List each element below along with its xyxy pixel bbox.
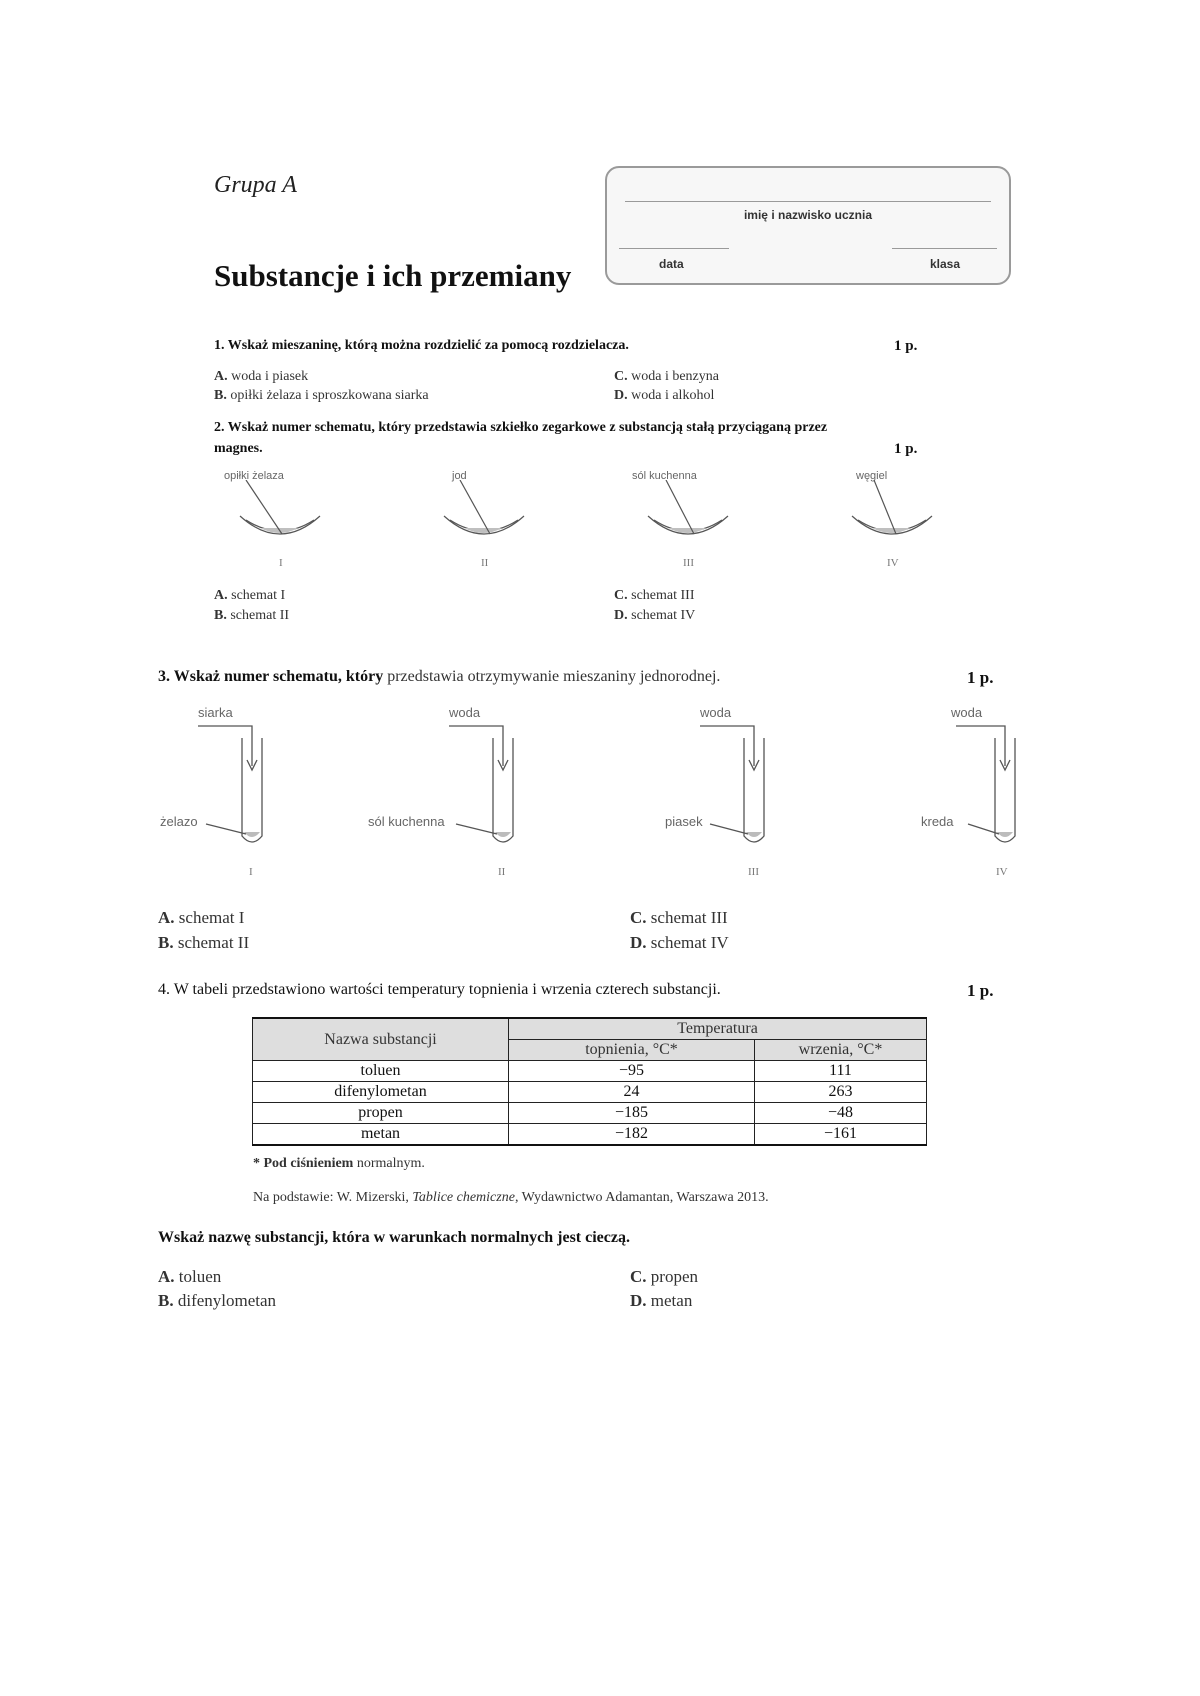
answer-text: woda i piasek [231, 369, 309, 384]
cell-boil: −161 [755, 1124, 927, 1146]
question-1-points: 1 p. [894, 338, 918, 354]
name-line [625, 201, 991, 202]
page-title: Substancje i ich przemiany [214, 258, 572, 293]
col-header-name: Nazwa substancji [253, 1018, 509, 1061]
class-line [892, 248, 997, 249]
answer-letter: D. [630, 1291, 647, 1310]
answer-letter: A. [214, 588, 228, 603]
cell-melt: −95 [509, 1061, 755, 1082]
q4-answer-d[interactable] [630, 1291, 692, 1311]
answer-letter: C. [614, 369, 628, 384]
cell-boil: 263 [755, 1082, 927, 1103]
question-4-prompt: Wskaż nazwę substancji, która w warunkach normalnych jest cieczą. [158, 1229, 630, 1246]
col-header-boiling: wrzenia, °C* [755, 1040, 927, 1061]
scheme-numeral: III [683, 557, 694, 569]
footnote-bold: * Pod ciśnieniem [253, 1156, 354, 1171]
q2-answer-a[interactable] [214, 588, 285, 604]
temperature-table [252, 1017, 927, 1146]
scheme-numeral: IV [887, 557, 899, 569]
student-info-box [605, 166, 1011, 285]
cell-name: difenylometan [253, 1082, 509, 1103]
answer-text: woda i alkohol [631, 388, 715, 403]
source-prefix: Na podstawie: W. Mizerski, [253, 1190, 409, 1205]
q1-answer-c[interactable] [614, 369, 719, 385]
source-citation [253, 1190, 769, 1206]
answer-text: schemat II [177, 933, 250, 952]
scheme-numeral: I [249, 866, 253, 878]
scheme-numeral: I [279, 557, 283, 569]
test-tube-2 [449, 726, 513, 842]
scheme-label: sól kuchenna [632, 470, 697, 482]
scheme-label: jod [452, 470, 467, 482]
scheme-label: opiłki żelaza [224, 470, 284, 482]
answer-text: metan [650, 1291, 693, 1310]
cell-name: metan [253, 1124, 509, 1146]
answer-letter: B. [158, 933, 174, 952]
test-tube-top-label: woda [449, 705, 481, 720]
class-label: klasa [930, 257, 961, 271]
answer-text: schemat III [631, 588, 695, 603]
cell-boil: 111 [755, 1061, 927, 1082]
answer-text: toluen [178, 1267, 222, 1286]
source-suffix: , Wydawnictwo Adamantan, Warszawa 2013. [514, 1190, 769, 1205]
cell-name: toluen [253, 1061, 509, 1082]
col-header-melting: topnienia, °C* [509, 1040, 755, 1061]
source-title: Tablice chemiczne [412, 1190, 515, 1205]
test-tube-side-label: sól kuchenna [368, 814, 445, 829]
table-row [253, 1061, 927, 1082]
name-label: imię i nazwisko ucznia [743, 208, 873, 222]
question-3-text [158, 668, 720, 686]
scheme-numeral: III [748, 866, 759, 878]
group-label: Grupa A [214, 172, 297, 198]
question-1-text: 1. Wskaż mieszaninę, którą można rozdzielić za pomocą rozdzielacza. [214, 338, 629, 353]
q2-answer-d[interactable] [614, 608, 695, 624]
q3-answer-d[interactable] [630, 933, 729, 953]
scheme-numeral: II [481, 557, 489, 569]
answer-text: schemat I [231, 588, 286, 603]
answer-letter: B. [214, 608, 227, 623]
answer-letter: D. [630, 933, 647, 952]
answer-letter: D. [614, 388, 628, 403]
answer-text: opiłki żelaza i sproszkowana siarka [230, 388, 429, 403]
answer-text: schemat III [650, 908, 728, 927]
answer-letter: C. [630, 908, 647, 927]
question-3-rest: przedstawia otrzymywanie mieszaniny jednorodnej. [387, 668, 721, 685]
answer-letter: C. [630, 1267, 647, 1286]
question-2-text-cont: magnes. [214, 441, 263, 456]
date-label: data [659, 257, 684, 271]
test-tube-side-label: kreda [921, 814, 954, 829]
answer-letter: C. [614, 588, 628, 603]
cell-name: propen [253, 1103, 509, 1124]
cell-boil: −48 [755, 1103, 927, 1124]
q3-answer-c[interactable] [630, 908, 728, 928]
table-footnote [253, 1156, 425, 1172]
q3-answer-a[interactable] [158, 908, 244, 928]
answer-text: woda i benzyna [631, 369, 719, 384]
col-header-temperature: Temperatura [509, 1018, 927, 1040]
answer-letter: A. [214, 369, 228, 384]
cell-melt: 24 [509, 1082, 755, 1103]
scheme-numeral: II [498, 866, 506, 878]
answer-letter: A. [158, 908, 175, 927]
test-tube-side-label: żelazo [160, 814, 198, 829]
question-2-text: 2. Wskaż numer schematu, który przedstawia szkiełko zegarkowe z substancją stałą przyciąganą przez [214, 420, 828, 435]
scheme-label: węgiel [856, 470, 888, 482]
answer-text: schemat IV [631, 608, 696, 623]
test-tube-1 [198, 726, 262, 842]
q1-answer-d[interactable] [614, 388, 714, 404]
answer-letter: B. [214, 388, 227, 403]
q1-answer-a[interactable] [214, 369, 308, 385]
scheme-numeral: IV [996, 866, 1008, 878]
date-line [619, 248, 729, 249]
q4-answer-c[interactable] [630, 1267, 698, 1287]
watch-glass-4 [852, 480, 932, 534]
answer-text: schemat I [178, 908, 245, 927]
q1-answer-b[interactable] [214, 388, 429, 404]
cell-melt: −185 [509, 1103, 755, 1124]
watch-glass-2 [444, 480, 524, 534]
answer-text: schemat II [230, 608, 290, 623]
test-tube-top-label: woda [951, 705, 983, 720]
answer-text: difenylometan [177, 1291, 277, 1310]
table-row [253, 1082, 927, 1103]
table-header-row [253, 1018, 927, 1040]
q4-answer-b[interactable] [158, 1291, 276, 1311]
q2-answer-b[interactable] [214, 608, 289, 624]
answer-letter: A. [158, 1267, 175, 1286]
answer-text: propen [650, 1267, 698, 1286]
test-tube-3 [700, 726, 764, 842]
table-row [253, 1124, 927, 1146]
table-row [253, 1103, 927, 1124]
q2-answer-c[interactable] [614, 588, 694, 604]
question-2-points: 1 p. [894, 441, 918, 457]
test-tube-top-label: siarka [198, 705, 233, 720]
test-tube-top-label: woda [700, 705, 732, 720]
answer-letter: D. [614, 608, 628, 623]
answer-text: schemat IV [650, 933, 729, 952]
question-3-points: 1 p. [967, 668, 994, 687]
answer-letter: B. [158, 1291, 174, 1310]
watch-glass-1 [240, 480, 320, 534]
question-4-text: 4. W tabeli przedstawiono wartości temperatury topnienia i wrzenia czterech substancji. [158, 981, 721, 998]
question-4-points: 1 p. [967, 981, 994, 1000]
question-3-bold: 3. Wskaż numer schematu, który [158, 668, 384, 685]
footnote-rest: normalnym. [356, 1156, 425, 1171]
test-tube-side-label: piasek [665, 814, 703, 829]
watch-glass-diagrams [200, 480, 960, 540]
watch-glass-3 [648, 480, 728, 534]
q4-answer-a[interactable] [158, 1267, 221, 1287]
cell-melt: −182 [509, 1124, 755, 1146]
test-tube-4 [956, 726, 1015, 842]
test-tube-diagrams [150, 716, 1030, 846]
q3-answer-b[interactable] [158, 933, 249, 953]
